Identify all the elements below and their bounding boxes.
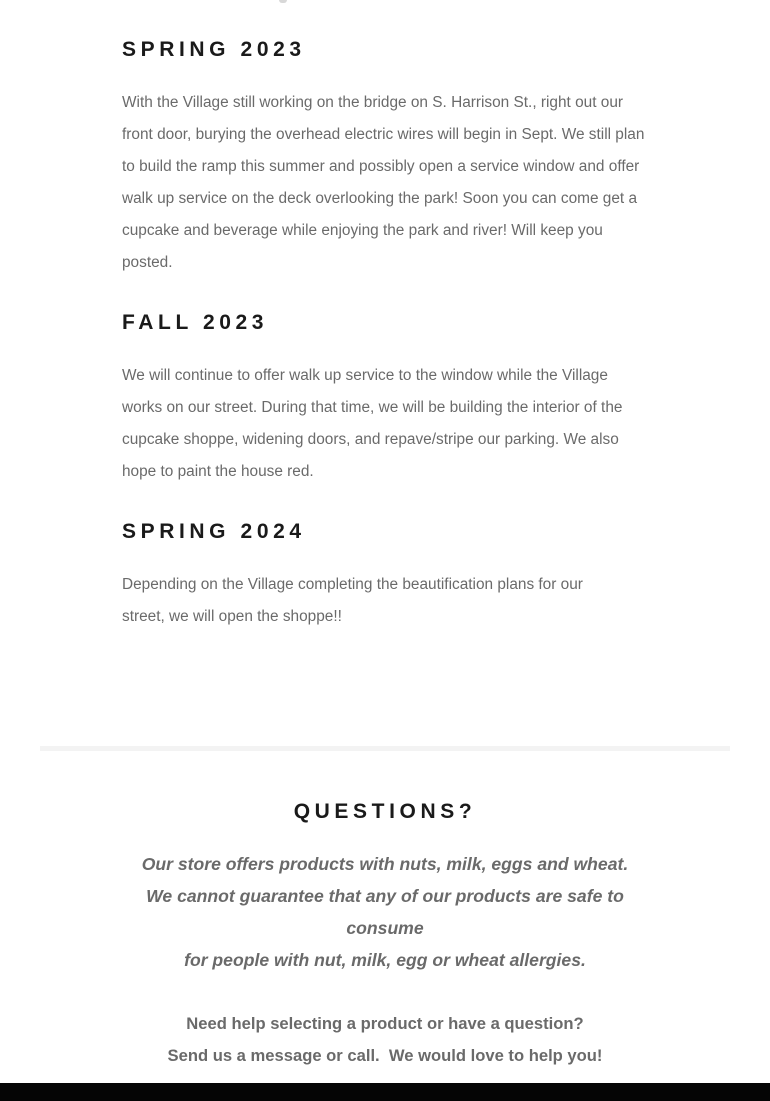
questions-heading: QUESTIONS? (293, 800, 477, 823)
section-body-spring-2024: Depending on the Village completing the beautification plans for our street, we will open the shoppe!! (122, 576, 583, 625)
section-heading-spring-2024: SPRING 2024 (122, 520, 306, 543)
allergy-notice-line: Our store offers products with nuts, milk, eggs and wheat. (141, 854, 629, 874)
allergy-notice-line: for people with nut, milk, egg or wheat allergies. (184, 950, 586, 970)
help-text-line: Need help selecting a product or have a question? (186, 1014, 584, 1033)
allergy-notice (120, 848, 650, 976)
section-divider (40, 746, 730, 751)
decorative-mark (279, 0, 287, 3)
section-body-fall-2023: We will continue to offer walk up service to the window while the Village works on our street. During that time, we will be building the interior of the cupcake shoppe, widening doors, and repave/stripe our parking. We also hope to paint the house red. (122, 367, 623, 480)
section-body-spring-2023: With the Village still working on the bridge on S. Harrison St., right out our front door, burying the overhead electric wires will begin in Sept. We still plan to build the ramp this summer and possibly open a service window and offer walk up service on the deck overlooking the park! Soon you can come get a cupcake and beverage while enjoying the park and river! Will keep you posted. (122, 94, 645, 271)
footer-bar (0, 1083, 770, 1101)
section-heading-spring-2023: SPRING 2023 (122, 38, 306, 61)
allergy-notice-line: We cannot guarantee that any of our products are safe to consume (146, 886, 624, 938)
help-text-line: Send us a message or call. We would love to help you! (167, 1046, 603, 1065)
section-heading-fall-2023: FALL 2023 (122, 311, 269, 334)
help-text (100, 1008, 670, 1072)
